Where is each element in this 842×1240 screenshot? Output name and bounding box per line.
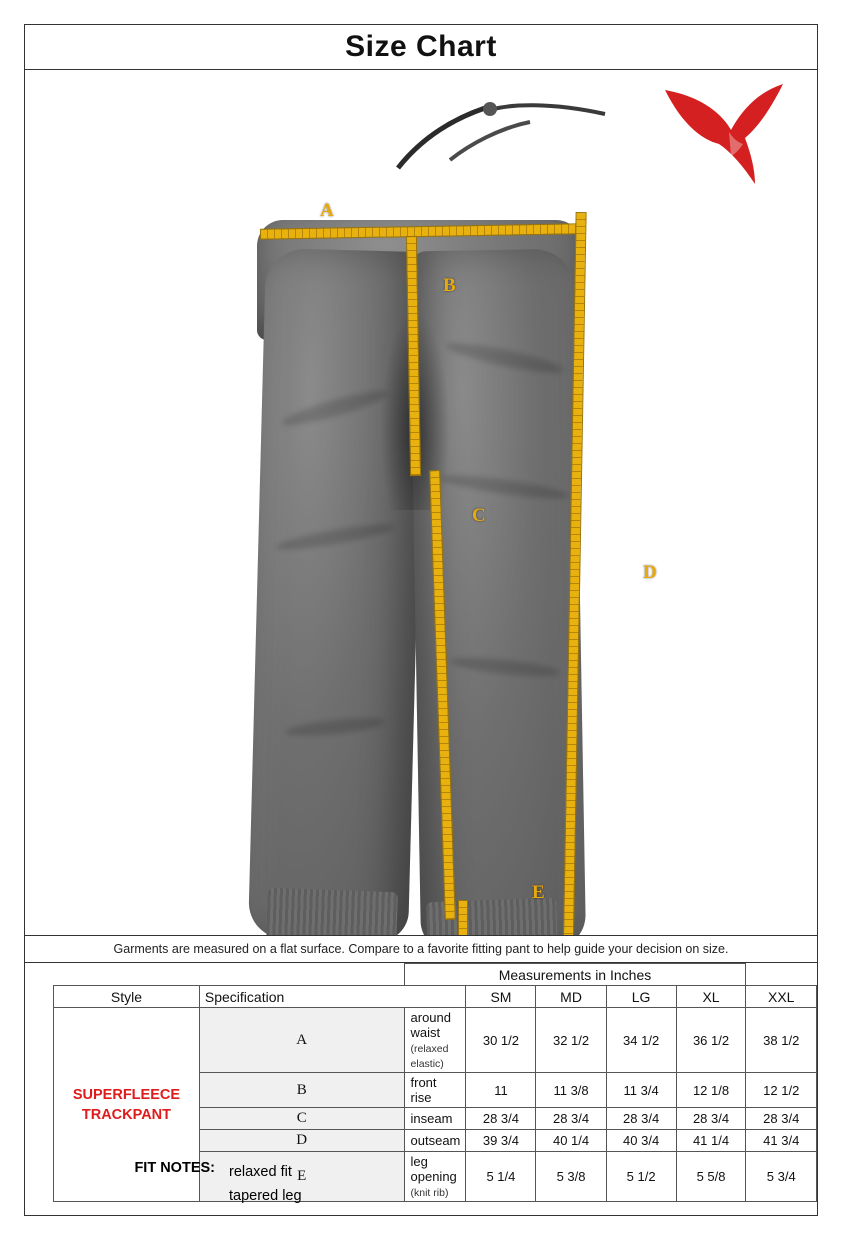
row-spec-a-text: around waist <box>410 1010 451 1040</box>
marker-label-e: E <box>532 882 545 903</box>
row-spec-c <box>404 1108 466 1130</box>
col-header-sm: SM <box>466 986 536 1008</box>
cell-b-xxl: 12 1/2 <box>746 1073 817 1108</box>
tape-measure-e-side <box>458 900 468 935</box>
table-row-header <box>54 986 817 1008</box>
measurements-header: Measurements in Inches <box>404 964 746 986</box>
cell-a-xxl: 38 1/2 <box>746 1008 817 1073</box>
row-spec-b-text: front rise <box>410 1075 437 1105</box>
left-cuff <box>266 888 398 935</box>
row-letter-c: C <box>199 1108 404 1130</box>
marker-label-a: A <box>320 200 334 221</box>
row-spec-d-text: outseam <box>410 1133 461 1148</box>
trackpant-photo <box>205 100 657 930</box>
cell-c-lg: 28 3/4 <box>606 1108 676 1130</box>
row-spec-a-note: (relaxed elastic) <box>410 1043 449 1070</box>
marker-label-c: C <box>472 505 486 526</box>
cell-b-sm: 11 <box>466 1073 536 1108</box>
cell-c-sm: 28 3/4 <box>466 1108 536 1130</box>
cell-c-xl: 28 3/4 <box>676 1108 746 1130</box>
cell-e-xl: 5 5/8 <box>676 1152 746 1202</box>
row-letter-d: D <box>199 1130 404 1152</box>
cell-c-xxl: 28 3/4 <box>746 1108 817 1130</box>
cell-a-sm: 30 1/2 <box>466 1008 536 1073</box>
cell-a-md: 32 1/2 <box>536 1008 606 1073</box>
cell-a-lg: 34 1/2 <box>606 1008 676 1073</box>
col-header-lg: LG <box>606 986 676 1008</box>
row-letter-a: A <box>199 1008 404 1073</box>
fit-notes-label: FIT NOTES: <box>134 1160 215 1176</box>
row-spec-e-note: (knit rib) <box>410 1187 449 1199</box>
col-header-xxl: XXL <box>746 986 817 1008</box>
row-spec-b <box>404 1073 466 1108</box>
row-spec-e-text: leg opening <box>410 1154 457 1184</box>
garment-illustration <box>25 70 817 935</box>
swallow-bird-icon <box>659 78 789 188</box>
table-row-measure-header <box>54 964 817 986</box>
cell-d-md: 40 1/4 <box>536 1130 606 1152</box>
cell-e-sm: 5 1/4 <box>466 1152 536 1202</box>
row-letter-b: B <box>199 1073 404 1108</box>
hanger-cords-icon <box>390 100 620 170</box>
fit-notes-values <box>229 1160 302 1208</box>
measuring-note-text: Garments are measured on a flat surface. Compare to a favorite fitting pant to help guide your decision on size. <box>113 942 729 956</box>
col-header-style: Style <box>54 986 200 1008</box>
cell-a-xl: 36 1/2 <box>676 1008 746 1073</box>
table-row <box>54 1008 817 1073</box>
style-name-line2: TRACKPANT <box>81 1106 172 1123</box>
col-header-xl: XL <box>676 986 746 1008</box>
title-bar <box>25 25 817 70</box>
cell-e-xxl: 5 3/4 <box>746 1152 817 1202</box>
fit-note-line-1: relaxed fit <box>229 1164 292 1180</box>
empty-cell <box>54 964 200 986</box>
cell-e-lg: 5 1/2 <box>606 1152 676 1202</box>
row-letter-e: E <box>199 1152 404 1202</box>
cell-d-xl: 41 1/4 <box>676 1130 746 1152</box>
row-spec-d <box>404 1130 466 1152</box>
cell-e-md: 5 3/8 <box>536 1152 606 1202</box>
cell-c-md: 28 3/4 <box>536 1108 606 1130</box>
cell-d-sm: 39 3/4 <box>466 1130 536 1152</box>
row-spec-c-text: inseam <box>410 1111 453 1126</box>
cell-d-xxl: 41 3/4 <box>746 1130 817 1152</box>
fit-notes-section <box>25 1150 817 1216</box>
measuring-note <box>25 935 817 963</box>
row-spec-a <box>404 1008 466 1073</box>
marker-label-d: D <box>643 562 657 583</box>
cell-d-lg: 40 3/4 <box>606 1130 676 1152</box>
empty-cell <box>199 964 404 986</box>
page-title: Size Chart <box>345 30 497 63</box>
col-header-specification: Specification <box>199 986 466 1008</box>
cell-b-xl: 12 1/8 <box>676 1073 746 1108</box>
style-name-line1: SUPERFLEECE <box>72 1086 181 1103</box>
cell-b-md: 11 3/8 <box>536 1073 606 1108</box>
marker-label-b: B <box>443 275 456 296</box>
cell-b-lg: 11 3/4 <box>606 1073 676 1108</box>
col-header-md: MD <box>536 986 606 1008</box>
fit-note-line-2: tapered leg <box>229 1188 302 1204</box>
